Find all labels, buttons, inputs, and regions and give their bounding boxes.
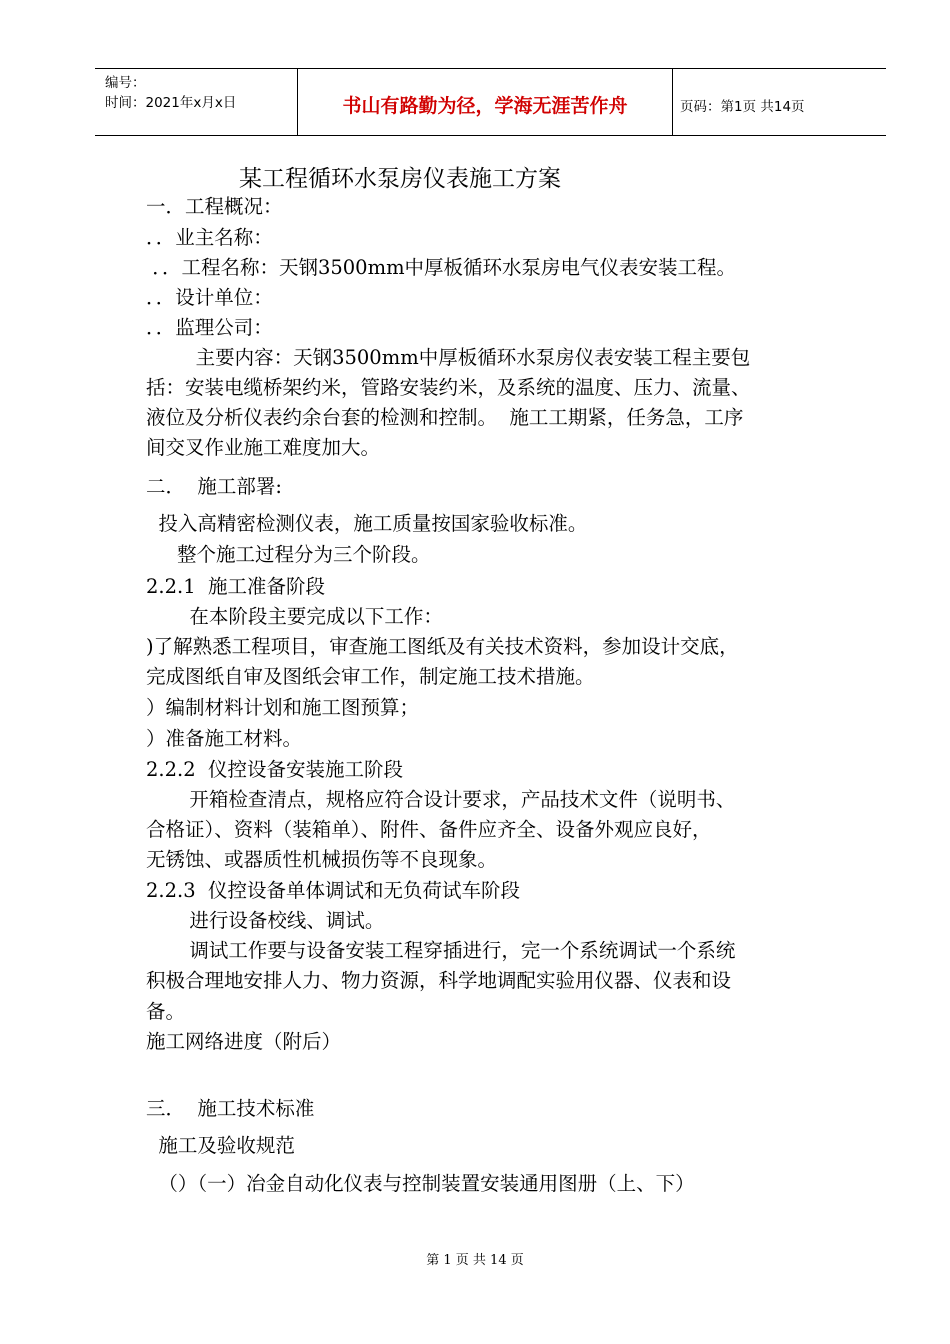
page-footer: 第 1 页 共 14 页 [426, 1253, 524, 1268]
text-line: 整个施工过程分为三个阶段。 [146, 543, 431, 566]
text-line: 施工网络进度（附后） [146, 1030, 342, 1053]
text-line: )了解熟悉工程项目，审查施工图纸及有关技术资料，参加设计交底， [146, 635, 739, 658]
section-heading: 二． 施工部署: [146, 475, 282, 498]
text-line: 液位及分析仪表约余台套的检测和控制。 施工工期紧，任务急，工序 [146, 406, 744, 429]
text-line: 间交叉作业施工难度加大。 [146, 436, 381, 459]
date-label: 时间：2021年x月x日 [105, 95, 237, 111]
text-line: 完成图纸自审及图纸会审工作，制定施工技术措施。 [146, 665, 595, 688]
header-divider [672, 69, 673, 135]
text-line: 在本阶段主要完成以下工作： [146, 605, 443, 628]
document-title: 某工程循环水泵房仪表施工方案 [239, 166, 561, 192]
text-line: ）编制材料计划和施工图预算； [146, 696, 420, 719]
serial-number-label: 编号： [105, 75, 146, 91]
header-page-label: 页码：第1页 共14页 [680, 99, 805, 115]
text-line: ．．监理公司： [146, 316, 273, 339]
subsection-heading: 2.2.2 仪控设备安装施工阶段 [146, 758, 404, 781]
text-line: 合格证）、资料（装箱单）、附件、备件应齐全、设备外观应良好， [146, 818, 712, 841]
text-line: 投入高精密检测仪表，施工质量按国家验收标准。 [146, 512, 588, 535]
text-line: 积极合理地安排人力、物力资源，科学地调配实验用仪器、仪表和设 [146, 969, 732, 992]
section-heading: 三． 施工技术标准 [146, 1097, 315, 1120]
document-header [95, 68, 886, 136]
text-line: 无锈蚀、或器质性机械损伤等不良现象。 [146, 848, 498, 871]
text-line: 一．工程概况： [146, 195, 283, 218]
text-line: ．．工程名称：天钢3500mm中厚板循环水泵房电气仪表安装工程。 [146, 256, 737, 279]
header-motto: 书山有路勤为径，学海无涯苦作舟 [342, 95, 628, 117]
text-line: 备。 [146, 1000, 186, 1023]
text-line: 施工及验收规范 [146, 1134, 295, 1157]
text-line: 开箱检查清点，规格应符合设计要求，产品技术文件（说明书、 [146, 788, 736, 811]
text-line: ）准备施工材料。 [146, 727, 303, 750]
text-line: 进行设备校线、调试。 [146, 909, 385, 932]
text-line: 调试工作要与设备安装工程穿插进行，完一个系统调试一个系统 [146, 939, 736, 962]
text-line: ．．业主名称： [146, 226, 273, 249]
text-line: ．．设计单位： [146, 286, 273, 309]
subsection-heading: 2.2.3 仪控设备单体调试和无负荷试车阶段 [146, 879, 521, 902]
subsection-heading: 2.2.1 施工准备阶段 [146, 575, 326, 598]
text-line: （）（一）冶金自动化仪表与控制装置安装通用图册（上、下） [146, 1172, 695, 1195]
text-line: 括：安装电缆桥架约米，管路安装约米，及系统的温度、压力、流量、 [146, 376, 751, 399]
text-line: 主要内容：天钢3500mm中厚板循环水泵房仪表安装工程主要包 [146, 346, 751, 369]
